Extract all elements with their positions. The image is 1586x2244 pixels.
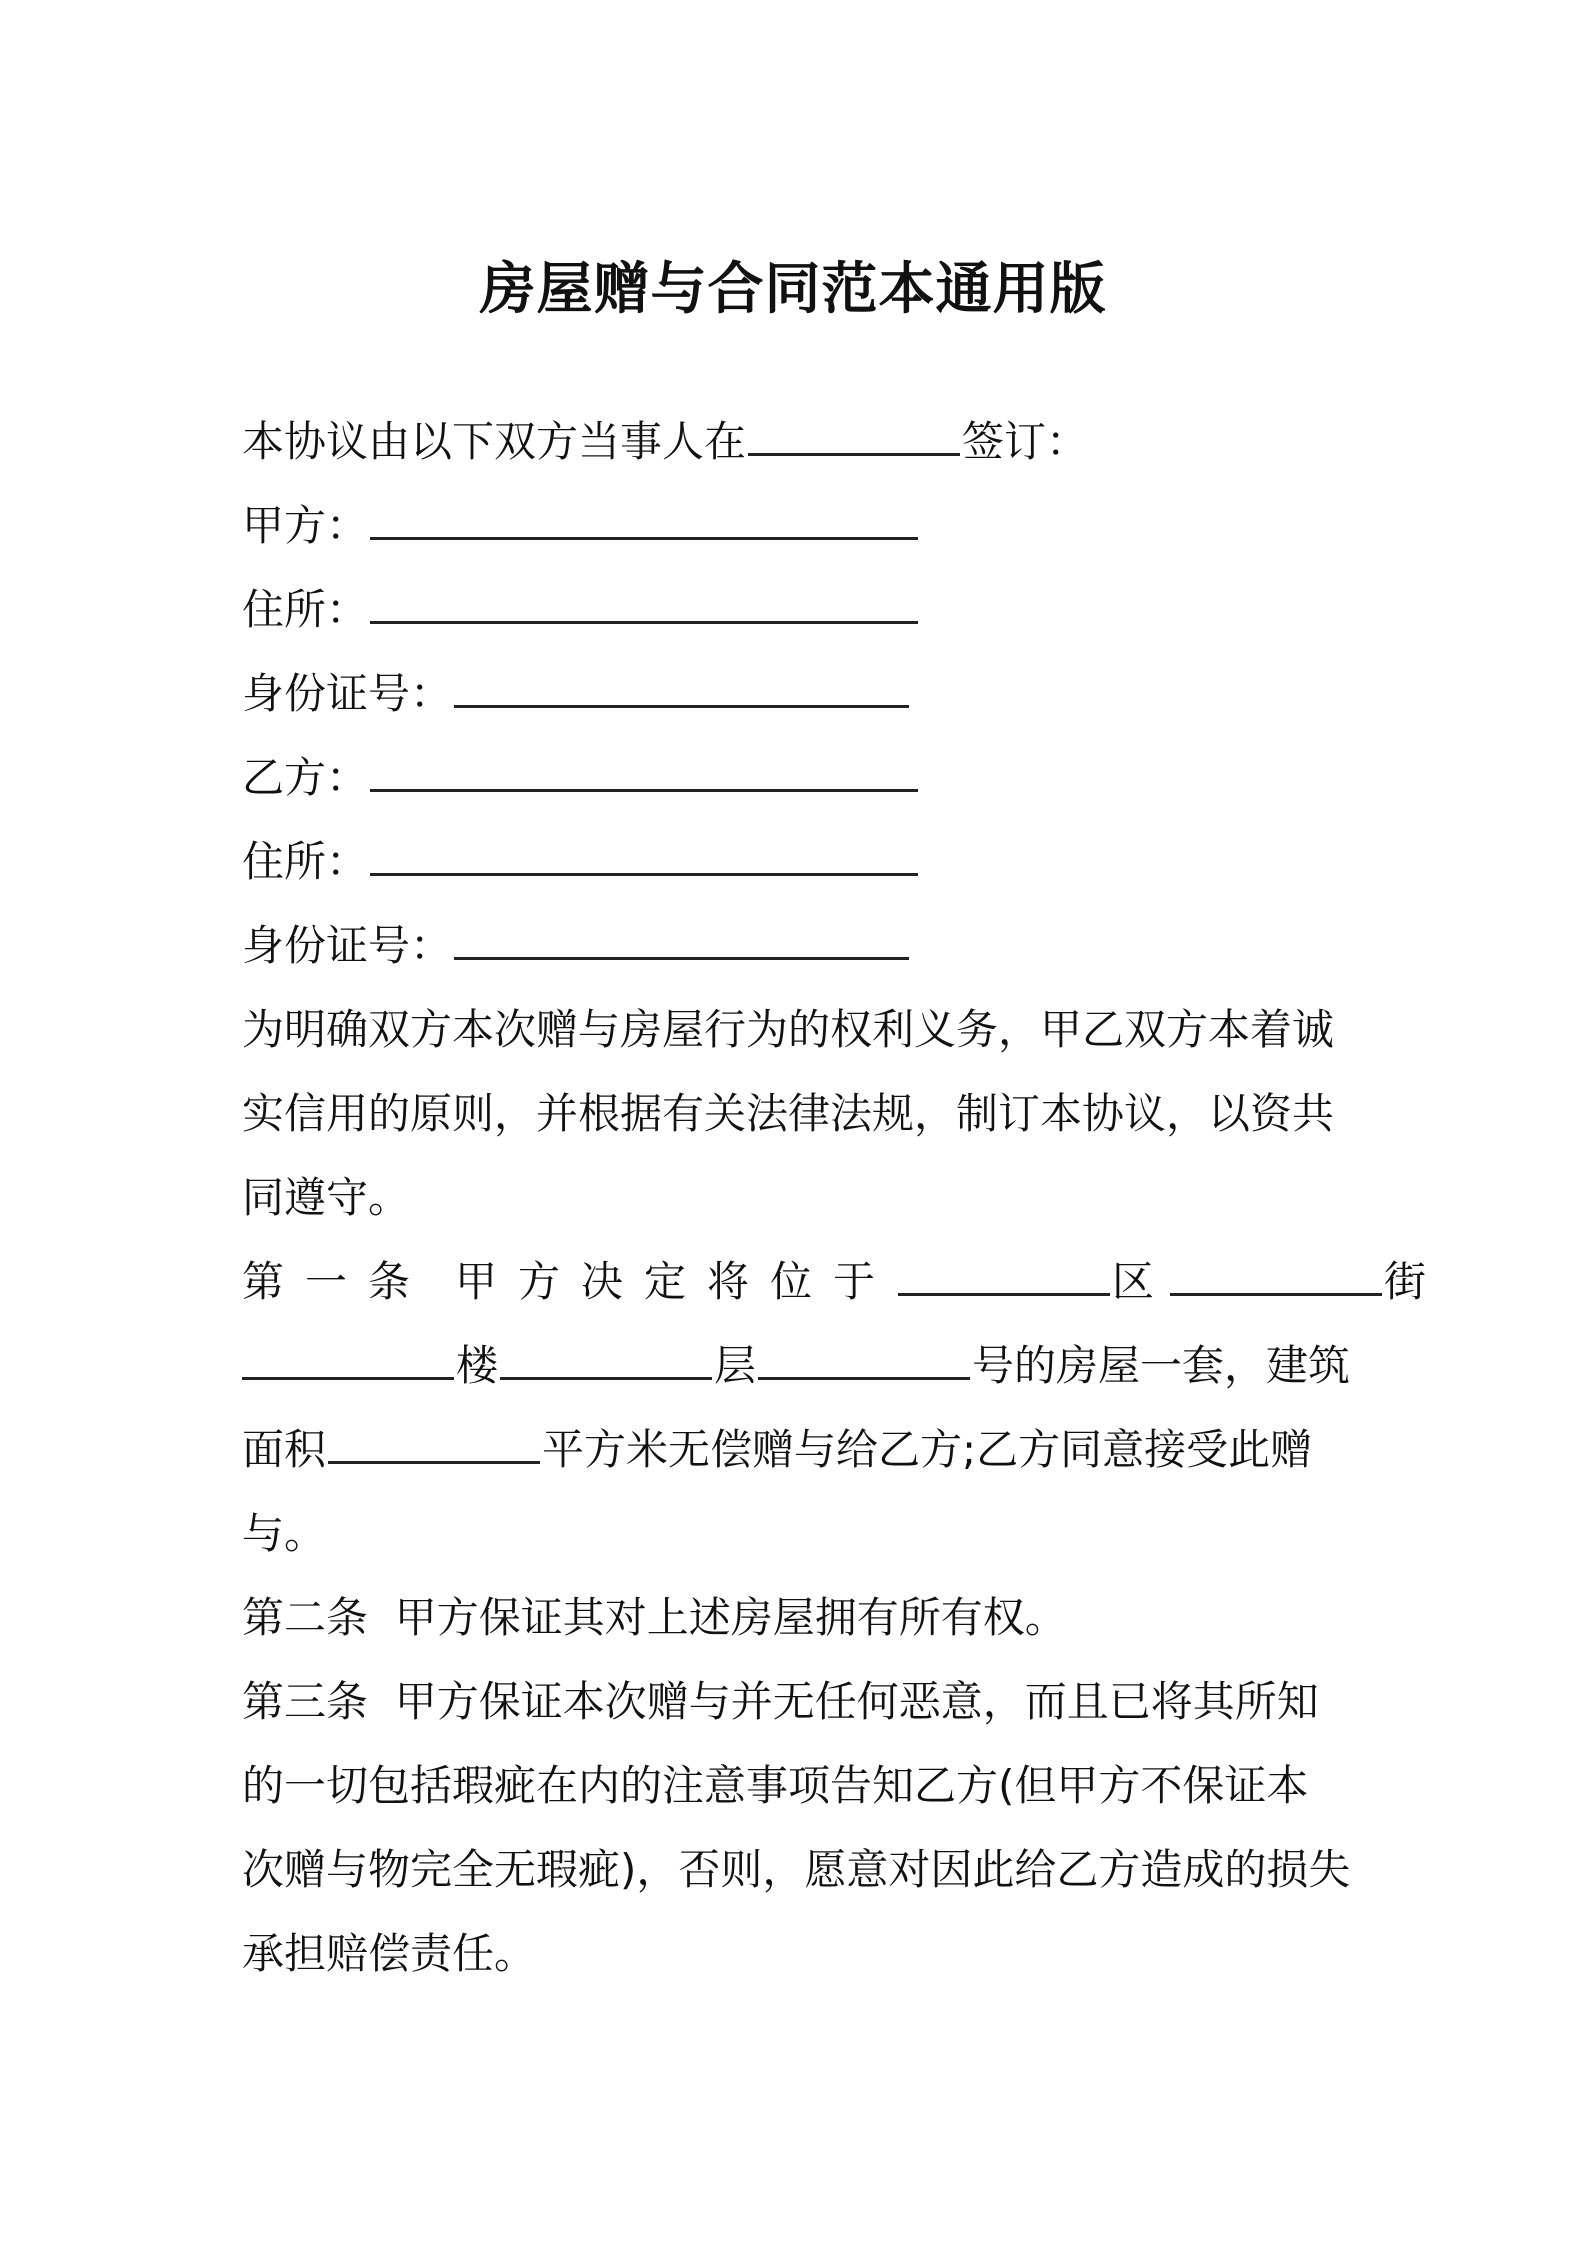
article-1-line-2	[242, 1324, 1357, 1408]
party-b-id-label: 身份证号：	[242, 921, 453, 970]
party-b-line	[242, 736, 1357, 820]
document-body	[242, 400, 1427, 1996]
article-1-area-label: 面积	[242, 1425, 327, 1474]
article-1-number: 号的房屋一套，建筑	[972, 1341, 1351, 1390]
article-1-text-a: 甲方决定将位于	[455, 1257, 897, 1306]
party-a-label: 甲方：	[242, 501, 369, 550]
article-1-line-1	[242, 1240, 1427, 1324]
party-a-blank	[370, 493, 918, 540]
article-3-line-1: 第三条 甲方保证本次赠与并无任何恶意，而且已将其所知	[242, 1677, 1319, 1726]
party-a-address-label: 住所：	[242, 585, 369, 634]
party-b-address-blank	[370, 829, 918, 876]
party-b-address-line	[242, 820, 1357, 904]
article-1-building: 楼	[456, 1341, 499, 1390]
purpose-line-1: 为明确双方本次赠与房屋行为的权利义务，甲乙双方本着诚	[242, 1005, 1335, 1054]
article-1-heading: 第一条	[242, 1257, 432, 1306]
purpose-line-3: 同遵守。	[242, 1173, 411, 1222]
purpose-line-2: 实信用的原则，并根据有关法律法规，制订本协议，以资共	[242, 1089, 1335, 1138]
district-blank	[898, 1249, 1110, 1296]
party-a-address-blank	[370, 577, 918, 624]
intro-suffix: 签订：	[962, 417, 1089, 466]
party-b-blank	[370, 745, 918, 792]
street-blank	[1170, 1249, 1382, 1296]
document-title: 房屋赠与合同范本通用版	[479, 257, 1107, 322]
article-3-line-2: 的一切包括瑕疵在内的注意事项告知乙方(但甲方不保证本	[242, 1761, 1309, 1810]
intro-prefix: 本协议由以下双方当事人在	[242, 417, 747, 466]
party-b-label: 乙方：	[242, 753, 369, 802]
party-a-id-label: 身份证号：	[242, 669, 453, 718]
party-a-id-line	[242, 652, 1357, 736]
party-b-address-label: 住所：	[242, 837, 369, 886]
party-a-line	[242, 484, 1357, 568]
party-a-address-line	[242, 568, 1357, 652]
article-1-line-3	[242, 1408, 1357, 1492]
article-1-floor: 层	[714, 1341, 757, 1390]
article-1-area-text: 平方米无偿赠与给乙方;乙方同意接受此赠	[542, 1425, 1313, 1474]
signing-place-blank	[748, 409, 960, 456]
party-b-id-line	[242, 904, 1357, 988]
article-3-line-3: 次赠与物完全无瑕疵)，否则，愿意对因此给乙方造成的损失	[242, 1845, 1351, 1894]
floor-blank	[500, 1333, 712, 1380]
party-a-id-blank	[454, 661, 909, 708]
number-blank	[758, 1333, 970, 1380]
area-blank	[328, 1417, 540, 1464]
article-2: 第二条 甲方保证其对上述房屋拥有所有权。	[242, 1593, 1067, 1642]
article-1-line-4: 与。	[242, 1509, 327, 1558]
article-1-street: 街	[1384, 1257, 1427, 1306]
article-3-line-4: 承担赔偿责任。	[242, 1929, 537, 1978]
article-1-district: 区	[1112, 1257, 1155, 1306]
building-blank	[242, 1333, 454, 1380]
party-b-id-blank	[454, 913, 909, 960]
intro-line	[242, 400, 1357, 484]
